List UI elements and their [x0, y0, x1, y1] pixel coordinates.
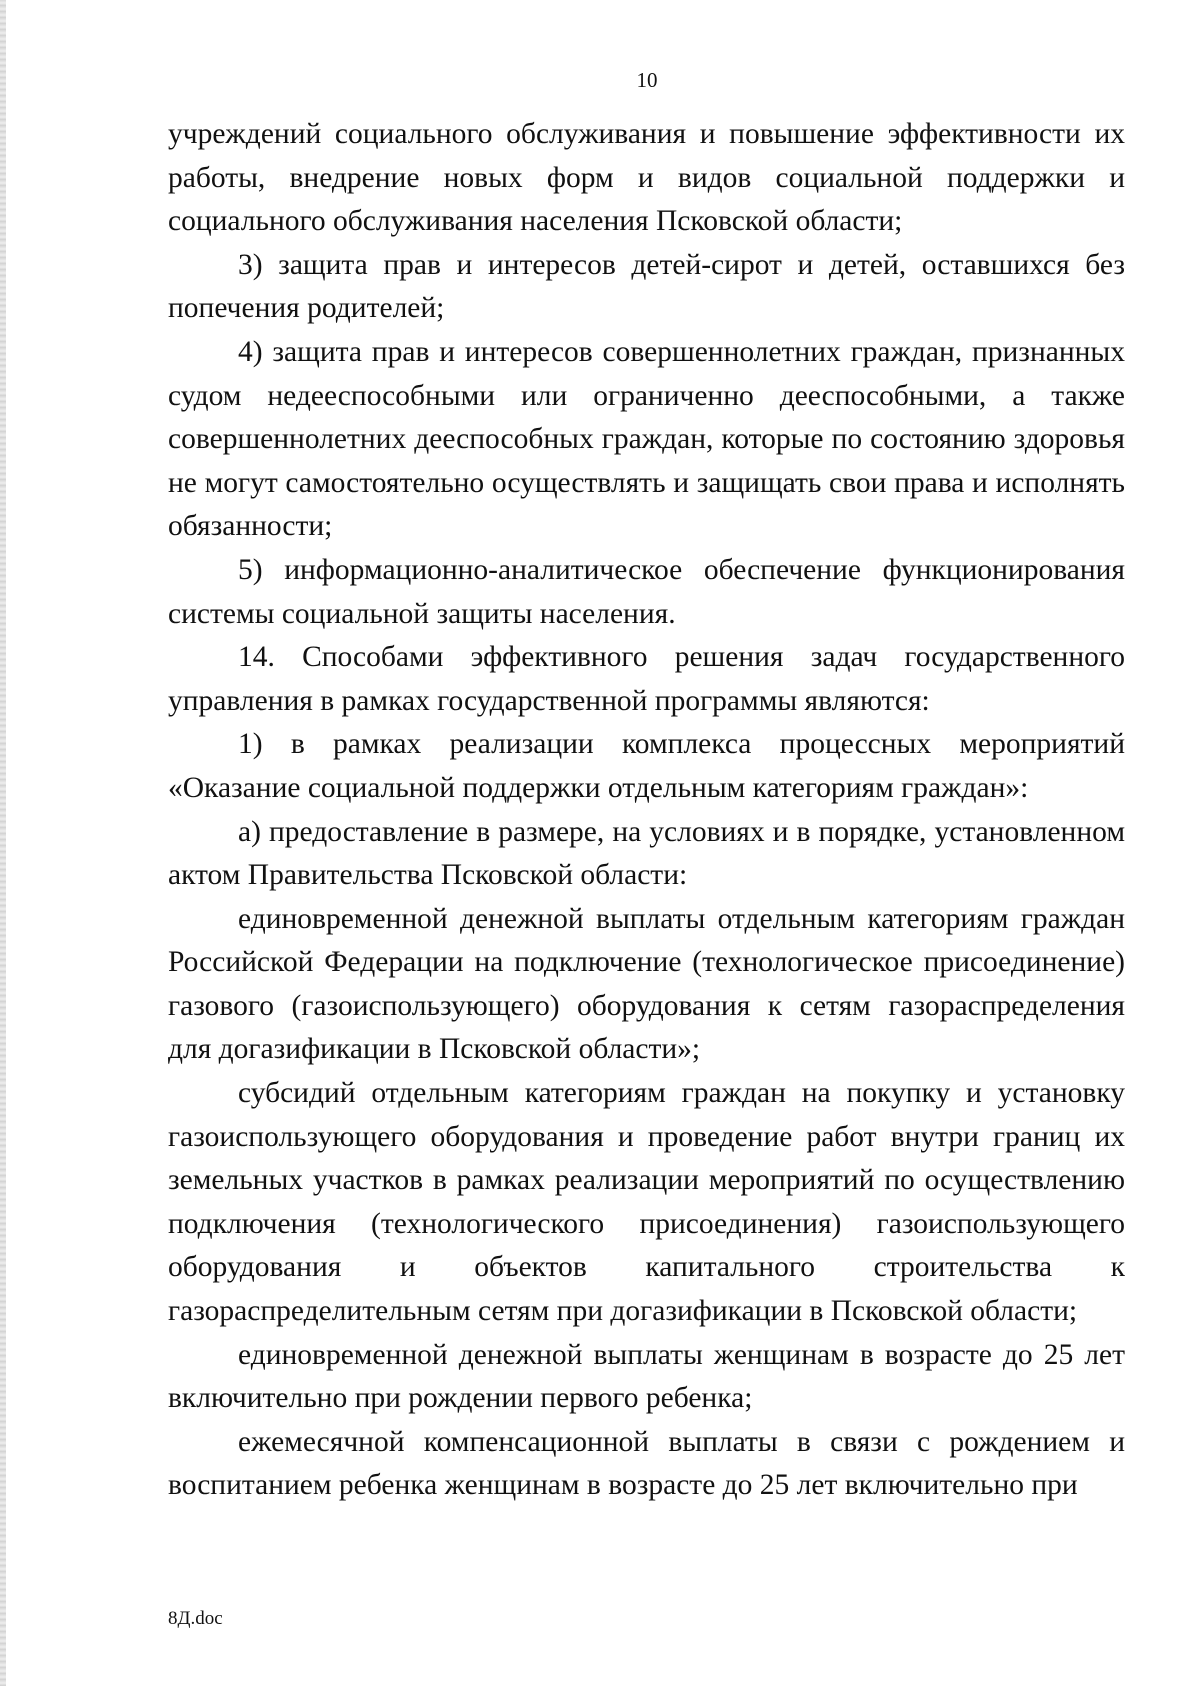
paragraph: субсидий отдельным категориям граждан на покупку и установку газоиспользующего оборудования и проведение работ внутри границ их земельных участков в рамках реализации мероприятий по осуществлению подключения (технологического присоединения) газоиспользующего оборудования и объектов капитального строительства к газораспределительным сетям при догазификации в Псковской области; [168, 1077, 1125, 1328]
paragraph: единовременной денежной выплаты отдельным категориям граждан Российской Федерации на подключение (технологическое присоединение) газового (газоиспользующего) оборудования к сетям газораспределения для догазификации в Псковской области»; [168, 902, 1125, 1066]
paragraph: ежемесячной компенсационной выплаты в связи с рождением и воспитанием ребенка женщинам в возрасте до 25 лет включительно при [168, 1425, 1125, 1502]
paragraph: 14. Способами эффективного решения задач государственного управления в рамках государственной программы являются: [168, 641, 1125, 717]
footer-filename: 8Д.doc [168, 1608, 223, 1629]
paragraph: 5) информационно-аналитическое обеспечение функционирования системы социальной защиты населения. [168, 553, 1125, 630]
paragraph: а) предоставление в размере, на условиях и в порядке, установленном актом Правительства Псковской области: [168, 815, 1125, 892]
page-number: 10 [636, 68, 658, 92]
scan-edge [0, 0, 6, 1686]
paragraph: единовременной денежной выплаты женщинам в возрасте до 25 лет включительно при рождении первого ребенка; [168, 1338, 1125, 1415]
paragraph: учреждений социального обслуживания и повышение эффективности их работы, внедрение новых форм и видов социальной поддержки и социального обслуживания населения Псковской области; [168, 118, 1125, 238]
paragraph: 3) защита прав и интересов детей-сирот и детей, оставшихся без попечения родителей; [168, 248, 1125, 325]
document-body [168, 113, 1125, 1508]
paragraph: 1) в рамках реализации комплекса процессных мероприятий «Оказание социальной поддержки отдельным категориям граждан»: [168, 728, 1125, 804]
paragraph: 4) защита прав и интересов совершеннолетних граждан, признанных судом недееспособными или ограниченно дееспособными, а также совершеннолетних дееспособных граждан, которые по состоянию здоровья не могут самостоятельно осуществлять и защищать свои права и исполнять обязанности; [168, 335, 1125, 543]
